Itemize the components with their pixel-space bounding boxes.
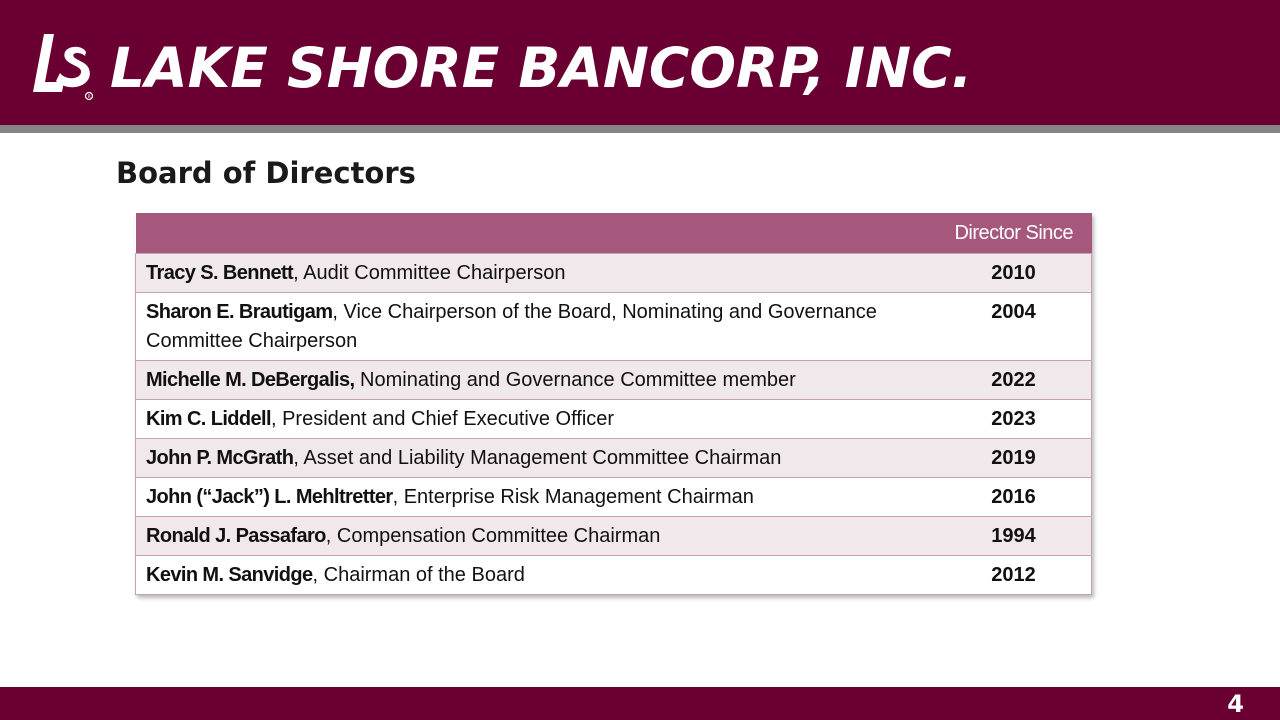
table-row [136, 517, 1092, 556]
director-name: John (“Jack”) L. Mehltretter [146, 486, 393, 508]
table-row [136, 439, 1092, 478]
director-name: Michelle M. DeBergalis, [146, 369, 355, 391]
svg-text:R: R [87, 94, 91, 100]
header-divider-stripe [0, 125, 1280, 133]
director-cell [136, 254, 937, 293]
director-since-year: 2010 [936, 254, 1092, 293]
header-bar [0, 0, 1280, 125]
lake-shore-logo [30, 30, 96, 102]
director-cell [136, 439, 937, 478]
director-role: , Audit Committee Chairperson [293, 262, 566, 284]
director-role: , Chairman of the Board [312, 564, 525, 586]
director-role: , President and Chief Executive Officer [270, 408, 615, 430]
table-header-row [136, 213, 1092, 254]
director-since-year: 2012 [936, 556, 1092, 595]
director-since-year: 2022 [936, 361, 1092, 400]
director-name: John P. McGrath [146, 447, 294, 469]
table-row [136, 478, 1092, 517]
footer-bar [0, 687, 1280, 720]
page-title: Board of Directors [116, 156, 416, 190]
table-row [136, 361, 1092, 400]
director-since-year: 2004 [936, 293, 1092, 361]
company-name: LAKE SHORE BANCORP, INC. [110, 36, 973, 100]
director-name: Sharon E. Brautigam [146, 301, 333, 323]
director-name: Kevin M. Sanvidge [146, 564, 313, 586]
director-since-year: 1994 [936, 517, 1092, 556]
director-since-year: 2016 [936, 478, 1092, 517]
table-row [136, 293, 1092, 361]
director-role: , Enterprise Risk Management Chairman [392, 486, 754, 508]
director-cell [136, 517, 937, 556]
director-since-column-header: Director Since [936, 213, 1092, 254]
table-row [136, 400, 1092, 439]
director-role: , Asset and Liability Management Committee Chairman [293, 447, 782, 469]
name-column-header [136, 213, 937, 254]
director-since-year: 2023 [936, 400, 1092, 439]
director-cell [136, 478, 937, 517]
director-cell [136, 400, 937, 439]
table-row [136, 254, 1092, 293]
director-name: Tracy S. Bennett [146, 262, 294, 284]
director-role: Nominating and Governance Committee member [354, 369, 796, 391]
director-since-year: 2019 [936, 439, 1092, 478]
director-name: Ronald J. Passafaro [146, 525, 326, 547]
director-name: Kim C. Liddell [146, 408, 271, 430]
director-cell [136, 293, 937, 361]
page-number: 4 [1227, 690, 1244, 718]
table-row [136, 556, 1092, 595]
director-role: , Compensation Committee Chairman [325, 525, 661, 547]
board-of-directors-table [135, 213, 1092, 595]
director-role: , Vice Chairperson of the Board, Nominating and Governance Committee Chairperson [146, 301, 877, 352]
director-cell [136, 556, 937, 595]
director-cell [136, 361, 937, 400]
